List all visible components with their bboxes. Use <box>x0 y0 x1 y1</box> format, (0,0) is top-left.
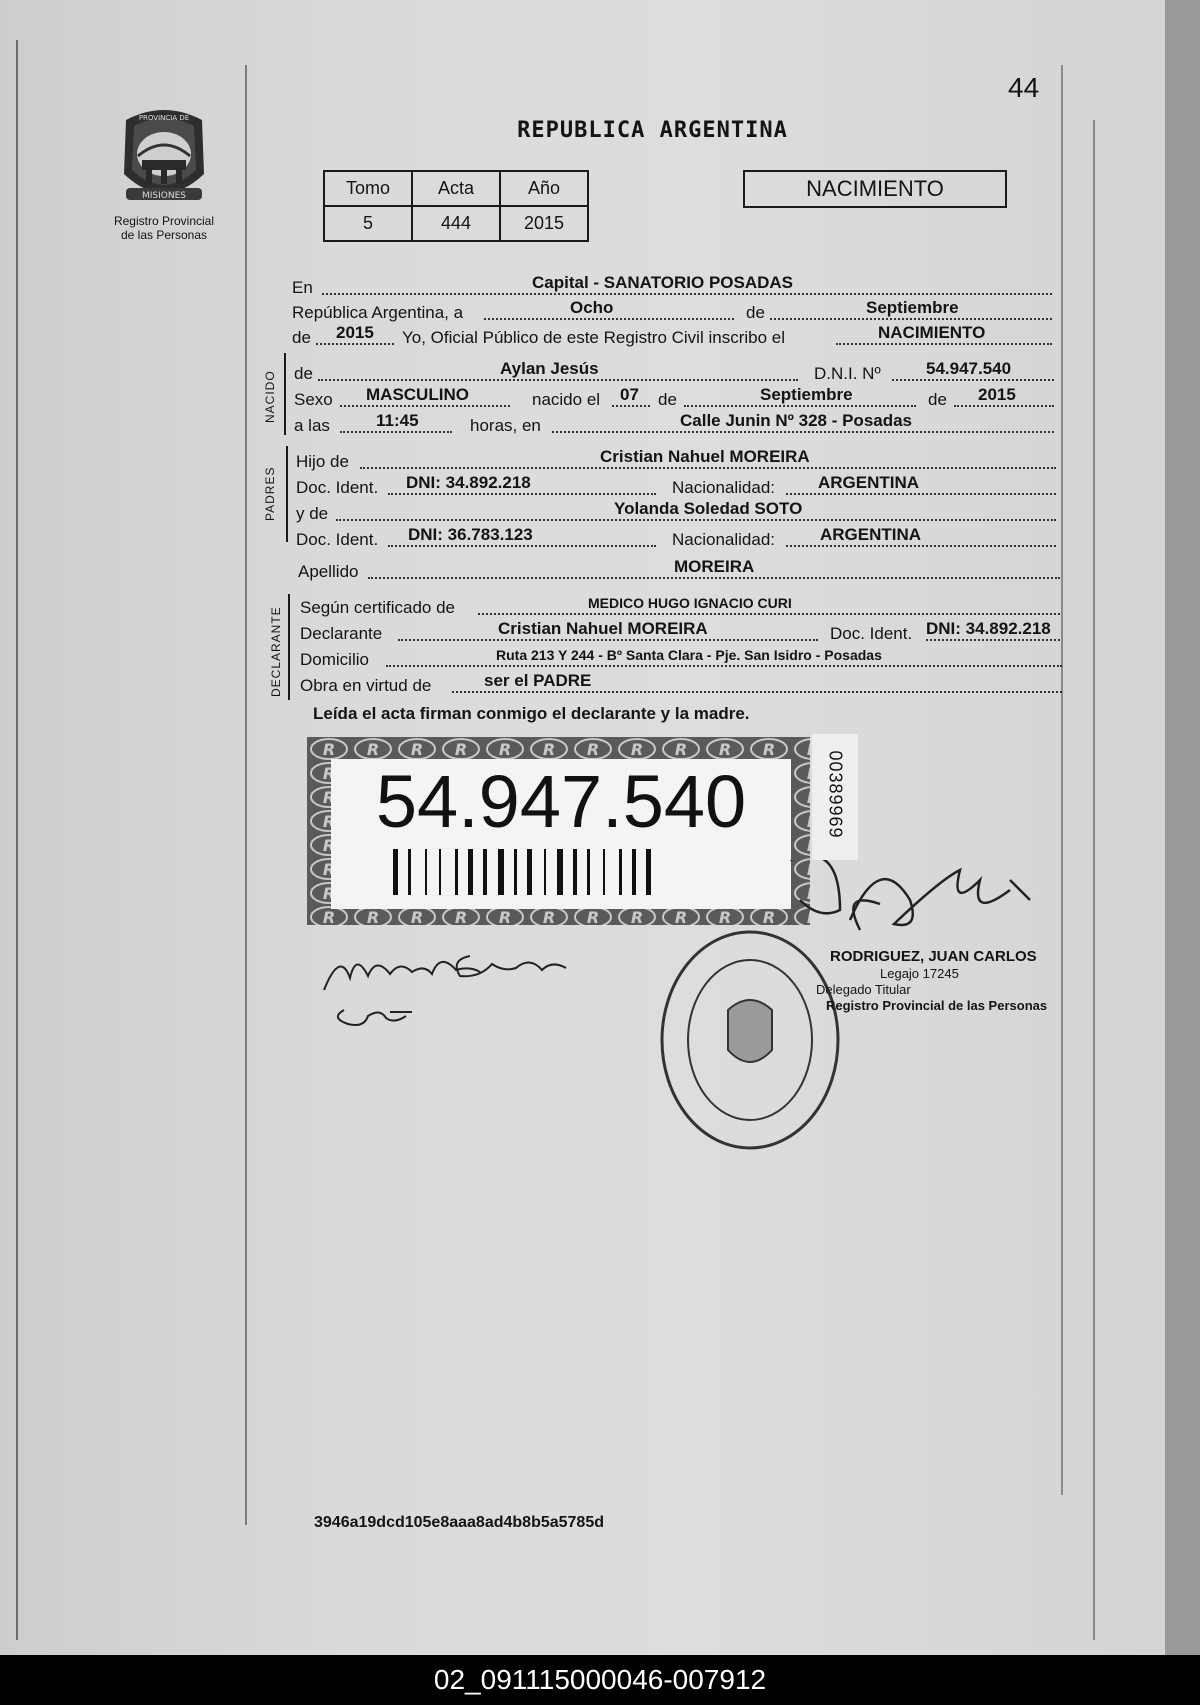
mother-nationality-label: Nacionalidad: <box>672 530 776 549</box>
month-value: Septiembre <box>866 298 959 317</box>
declarante-section-label: DECLARANTE <box>269 606 283 697</box>
child-dni-value: 54.947.540 <box>926 359 1012 378</box>
svg-text:MISIONES: MISIONES <box>141 191 187 201</box>
ref-header-tomo: Tomo <box>324 171 412 206</box>
obra-label: Obra en virtud de <box>300 676 432 695</box>
apellido-value: MOREIRA <box>674 557 755 576</box>
barcode-number: 54.947.540 <box>375 760 747 843</box>
tag-strip <box>812 734 858 860</box>
declarante-name-value: Cristian Nahuel MOREIRA <box>498 619 708 638</box>
mother-doc-value: DNI: 36.783.123 <box>408 525 533 544</box>
row-place <box>292 272 1052 298</box>
registry-label-line2: de las Personas <box>120 228 208 242</box>
official-role: Delegado Titular <box>816 982 911 997</box>
sexo-label: Sexo <box>294 390 333 409</box>
name-de-label: de <box>294 364 313 383</box>
father-doc-value: DNI: 34.892.218 <box>406 473 531 492</box>
registry-label <box>98 214 230 242</box>
apellido-label: Apellido <box>298 562 359 581</box>
hijo-de-label: Hijo de <box>296 452 349 471</box>
row-declarante <box>300 618 1060 644</box>
mother-doc-label: Doc. Ident. <box>296 530 379 549</box>
declarante-doc-label: Doc. Ident. <box>830 624 913 643</box>
row-mother-doc <box>296 524 1056 550</box>
birth-month-value: Septiembre <box>760 385 853 404</box>
ref-header-acta: Acta <box>412 171 500 206</box>
declarante-doc-value: DNI: 34.892.218 <box>926 619 1051 638</box>
row-date <box>292 297 1052 323</box>
document-title: REPUBLICA ARGENTINA <box>517 118 788 143</box>
right-edge-line <box>1093 120 1095 1640</box>
svg-text:PROVINCIA DE: PROVINCIA DE <box>138 114 190 122</box>
margin-line <box>245 65 247 1525</box>
domicilio-label: Domicilio <box>300 650 369 669</box>
mother-name-value: Yolanda Soledad SOTO <box>614 499 803 518</box>
birth-de-label-2: de <box>928 390 947 409</box>
en-label: En <box>292 278 313 297</box>
year-value: 2015 <box>336 323 374 342</box>
reading-note: Leída el acta firman conmigo el declarante y la madre. <box>313 704 750 723</box>
registry-label-line1: Registro Provincial <box>113 214 215 228</box>
padres-section-label: PADRES <box>263 466 277 521</box>
declarante-bracket <box>288 594 290 700</box>
document-type-box: NACIMIENTO <box>743 170 1007 208</box>
row-certificado <box>300 592 1060 618</box>
reference-table <box>323 170 589 242</box>
de-year-label: de <box>292 328 311 347</box>
father-nationality-value: ARGENTINA <box>818 473 920 492</box>
row-name <box>294 358 1054 384</box>
declarante-label: Declarante <box>300 624 383 643</box>
horas-label: horas, en <box>470 416 541 435</box>
row-inscription <box>292 322 1052 348</box>
birth-day-value: 07 <box>620 385 639 404</box>
certificado-value: MEDICO HUGO IGNACIO CURI <box>588 595 792 611</box>
domicilio-value: Ruta 213 Y 244 - Bº Santa Clara - Pje. San Isidro - Posadas <box>496 647 882 663</box>
nacido-bracket <box>284 353 286 435</box>
ref-value-ano: 2015 <box>500 206 588 241</box>
row-father-doc <box>296 472 1056 498</box>
footer-code: 02_091115000046-007912 <box>0 1655 1200 1705</box>
row-apellido <box>298 556 1060 582</box>
ref-value-tomo: 5 <box>324 206 412 241</box>
child-name-value: Aylan Jesús <box>500 359 599 378</box>
y-de-label: y de <box>296 504 329 523</box>
father-nationality-label: Nacionalidad: <box>672 478 776 497</box>
birth-de-label: de <box>658 390 677 409</box>
row-obra <box>300 670 1062 696</box>
day-words-value: Ocho <box>570 298 614 317</box>
row-birth <box>294 384 1054 410</box>
certificado-label: Según certificado de <box>300 598 455 617</box>
padres-bracket <box>286 446 288 542</box>
row-domicilio <box>300 644 1062 670</box>
nacido-section-label: NACIDO <box>263 370 277 423</box>
official-stamp <box>662 932 838 1148</box>
row-time <box>294 410 1054 436</box>
nacido-el-label: nacido el <box>532 390 601 409</box>
a-las-label: a las <box>294 416 330 435</box>
handwritten-signature-left <box>324 956 566 1025</box>
tag-number: 00389969 <box>825 750 846 839</box>
mother-nationality-value: ARGENTINA <box>820 525 922 544</box>
ref-value-acta: 444 <box>412 206 500 241</box>
row-mother <box>296 498 1056 524</box>
page-edge-line <box>16 40 18 1640</box>
dni-label: D.N.I. Nº <box>814 364 881 383</box>
province-crest-logo <box>112 104 216 214</box>
official-file: Legajo 17245 <box>880 966 959 981</box>
row-father <box>296 446 1056 472</box>
sex-value: MASCULINO <box>366 385 469 404</box>
place-value: Capital - SANATORIO POSADAS <box>532 273 794 292</box>
inscription-text: Yo, Oficial Público de este Registro Civil inscribo el <box>402 328 785 347</box>
republica-label: República Argentina, a <box>292 303 464 322</box>
father-name-value: Cristian Nahuel MOREIRA <box>600 447 810 466</box>
signatures-and-stamp <box>320 860 1080 1190</box>
time-value: 11:45 <box>376 411 419 430</box>
father-doc-label: Doc. Ident. <box>296 478 379 497</box>
birth-year-value: 2015 <box>978 385 1016 404</box>
document-hash: 3946a19dcd105e8aaa8ad4b8b5a5785d <box>314 1514 604 1531</box>
obra-value: ser el PADRE <box>484 671 592 690</box>
ref-header-ano: Año <box>500 171 588 206</box>
official-name: RODRIGUEZ, JUAN CARLOS <box>830 948 1037 965</box>
handwritten-signature-right <box>790 860 1030 930</box>
page-number: 44 <box>1008 72 1040 103</box>
de-label: de <box>746 303 765 322</box>
right-margin-line <box>1061 65 1063 1495</box>
official-organization: Registro Provincial de las Personas <box>826 998 1048 1013</box>
birth-address-value: Calle Junin Nº 328 - Posadas <box>680 411 913 430</box>
inscription-type-value: NACIMIENTO <box>878 323 986 342</box>
